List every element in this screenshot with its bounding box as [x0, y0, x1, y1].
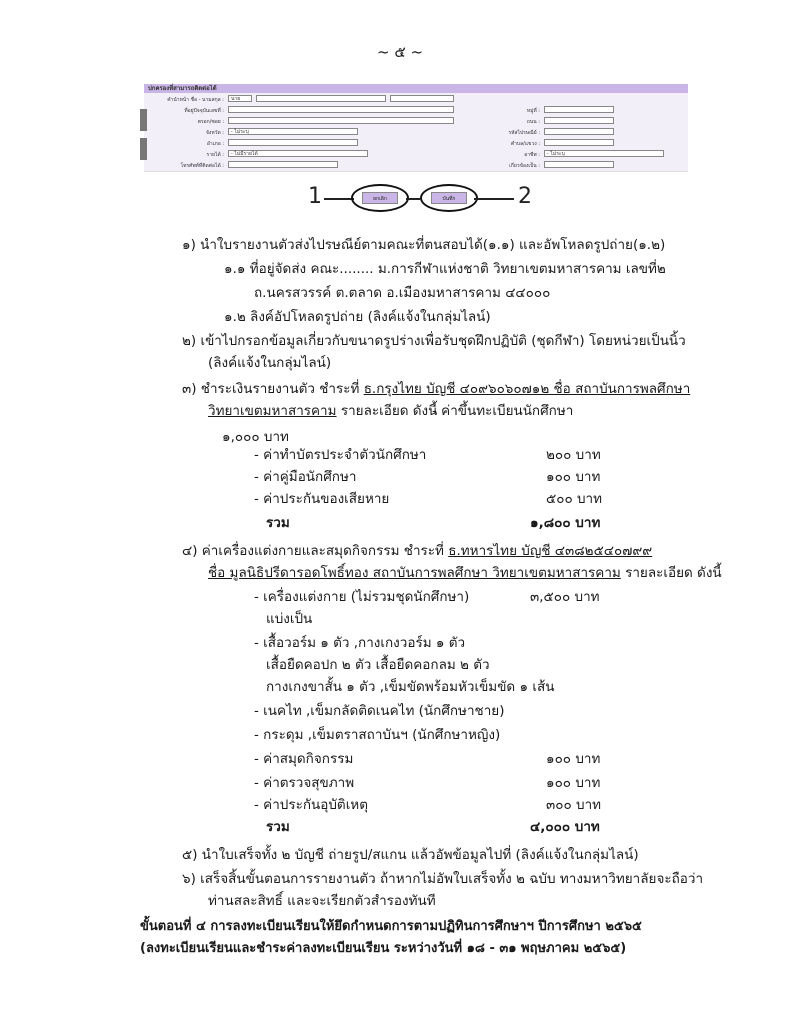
- last-name-input[interactable]: [390, 95, 454, 102]
- total-label: รวม: [266, 819, 290, 835]
- form-label: ตำบล/แขวง :: [510, 141, 540, 147]
- cancel-button[interactable]: ยกเลิก: [362, 192, 398, 204]
- item-4: [182, 542, 652, 560]
- item-6: ๖) เสร็จสิ้นขั้นตอนการรายงานตัว ถ้าหากไม่อัพใบเสร็จทั้ง ๒ ฉบับ ทางมหาวิทยาลัยจะถือว่า: [182, 871, 704, 887]
- form-label: คำนำหน้า ชื่อ - นามสกุล :: [167, 97, 224, 103]
- item-1: ๑) นำใบรายงานตัวส่งไปรษณีย์ตามคณะที่ตนสอบได้(๑.๑) และอัพโหลดรูปถ่าย(๑.๒): [182, 237, 666, 253]
- item-5: ๕) นำใบเสร็จทั้ง ๒ บัญชี ถ่ายรูป/สแกน แล้วอัพข้อมูลไปที่ (ลิงค์แจ้งในกลุ่มไลน์): [182, 847, 639, 863]
- fee-amount: ๓๐๐ บาท: [546, 797, 602, 813]
- item-1-1-cont: ถ.นครสวรรค์ ต.ตลาด อ.เมืองมหาสารคาม ๔๔๐๐๐: [254, 285, 551, 301]
- form-row: [144, 127, 688, 137]
- occupation-select[interactable]: - ไม่ระบุ: [544, 150, 664, 157]
- form-label: อำเภอ :: [206, 141, 224, 147]
- callout-line: [406, 198, 420, 200]
- item-1-2: ๑.๒ ลิงค์อัปโหลดรูปถ่าย (ลิงค์แจ้งในกลุ่มไลน์): [224, 309, 491, 325]
- fee-amount: ๑๐๐ บาท: [546, 751, 601, 767]
- item-6-cont: ท่านสละสิทธิ์ และจะเรียกตัวสำรองทันที: [208, 893, 436, 909]
- item-4-prefix: ๔) ค่าเครื่องแต่งกายและสมุดกิจกรรม ชำระที่: [182, 543, 449, 559]
- callout-line: [474, 198, 514, 200]
- total-label: รวม: [266, 515, 290, 531]
- item-4-cont: [208, 564, 722, 582]
- callout-line: [324, 198, 354, 200]
- form-row: [144, 116, 688, 126]
- reg-fee-amount: ๑,๐๐๐ บาท: [222, 429, 289, 445]
- moo-input[interactable]: [544, 106, 614, 113]
- uniform-item: เสื้อยืดคอปก ๒ ตัว เสื้อยืดคอกลม ๒ ตัว: [266, 657, 490, 673]
- marker-number: 2: [518, 184, 532, 209]
- page-number: ~ ๕ ~: [376, 43, 424, 61]
- marker-number: 1: [308, 184, 322, 209]
- fee-label: - ค่าสมุดกิจกรรม: [254, 751, 354, 767]
- province-select[interactable]: - ไม่ระบุ: [228, 128, 358, 135]
- postcode-input[interactable]: [544, 128, 614, 135]
- form-label: ตรอก/ซอย :: [197, 119, 224, 125]
- subdistrict-input[interactable]: [544, 139, 614, 146]
- item-3-prefix: ๓) ชำระเงินรายงานตัว ชำระที่: [182, 381, 364, 397]
- income-select[interactable]: - ไม่มีรายได้: [228, 150, 368, 157]
- registration-form-screenshot: [144, 84, 688, 216]
- fee-amount: ๑๐๐ บาท: [546, 469, 601, 485]
- item-3-bank-cont: วิทยาเขตมหาสารคาม: [208, 403, 337, 419]
- form-label: จังหวัด :: [206, 130, 224, 136]
- form-row: [144, 149, 688, 159]
- item-4-account-name: ชื่อ มูลนิธิปรีดารอดโพธิ์ทอง สถาบันการพลศึกษา วิทยาเขตมหาสารคาม: [208, 565, 621, 581]
- form-label: เกี่ยวข้องเป็น :: [509, 163, 540, 169]
- form-label: ถนน :: [526, 119, 540, 125]
- reg-fee-label: - ค่าขึ้นทะเบียนนักศึกษา: [432, 403, 574, 419]
- uniform-item: - เสื้อวอร์ม ๑ ตัว ,กางเกงวอร์ม ๑ ตัว: [254, 635, 466, 651]
- item-3: [182, 380, 690, 398]
- title-select[interactable]: นาย: [228, 95, 252, 102]
- fee-label: - ค่าคู่มือนักศึกษา: [254, 469, 357, 485]
- form-row: [144, 138, 688, 148]
- form-row: [144, 94, 688, 104]
- item-4-bank: ธ.ทหารไทย บัญชี ๔๓๘๒๕๔๐๗๙๙: [448, 543, 653, 559]
- fee-label: - ค่าประกันของเสียหาย: [254, 491, 390, 507]
- uniform-split: แบ่งเป็น: [266, 611, 313, 627]
- phone-input[interactable]: [228, 161, 338, 168]
- fee-label: - ค่าตรวจสุขภาพ: [254, 775, 355, 791]
- item-3-bank: ธ.กรุงไทย บัญชี ๔๐๙๖๐๖๐๗๑๒ ชื่อ สถาบันการพลศึกษา: [363, 381, 691, 397]
- save-button[interactable]: บันทึก: [431, 192, 467, 204]
- item-2: ๒) เข้าไปกรอกข้อมูลเกี่ยวกับขนาดรูปร่างเพื่อรับชุดฝึกปฏิบัติ (ชุดกีฬา) โดยหน่วยเป็นนิ้ว: [182, 333, 686, 349]
- form-label: รายได้ :: [206, 152, 224, 158]
- uniform-item: - กระดุม ,เข็มตราสถาบันฯ (นักศึกษาหญิง): [254, 727, 501, 743]
- fee-amount: ๑๐๐ บาท: [546, 775, 601, 791]
- item-3-detail: รายละเอียด ดังนี้: [336, 403, 438, 419]
- soi-input[interactable]: [228, 117, 454, 124]
- form-row: [144, 160, 688, 170]
- form-header: ปกครองที่สามารถติดต่อได้: [144, 84, 688, 93]
- item-4-detail: รายละเอียด ดังนี้: [620, 565, 722, 581]
- form-label: อาชีพ :: [524, 152, 540, 158]
- form-buttons: [144, 182, 688, 216]
- fee-amount: ๒๐๐ บาท: [546, 447, 601, 463]
- uniform-amount: ๓,๕๐๐ บาท: [530, 589, 600, 605]
- uniform-item: - เนคไท ,เข็มกลัดติดเนคไท (นักศึกษาชาย): [254, 703, 505, 719]
- district-input[interactable]: [228, 139, 358, 146]
- uniform-item: กางเกงขาสั้น ๑ ตัว ,เข็มขัดพร้อมหัวเข็มขัด ๑ เส้น: [266, 679, 555, 695]
- step-4-note: (ลงทะเบียนเรียนและชำระค่าลงทะเบียนเรียน ระหว่างวันที่ ๑๘ - ๓๑ พฤษภาคม ๒๕๖๕): [140, 941, 627, 956]
- step-4-heading: ขั้นตอนที่ ๔ การลงทะเบียนเรียนให้ยึดกำหนดการตามปฏิทินการศึกษาฯ ปีการศึกษา ๒๕๖๕: [140, 919, 642, 934]
- fee-amount: ๕๐๐ บาท: [546, 491, 603, 507]
- address-input[interactable]: [228, 106, 454, 113]
- first-name-input[interactable]: [256, 95, 386, 102]
- form-label: โทรศัพท์ที่ติดต่อได้ :: [180, 163, 224, 169]
- relation-input[interactable]: [544, 161, 614, 168]
- form-body: [144, 93, 688, 172]
- uniform-label: - เครื่องแต่งกาย (ไม่รวมชุดนักศึกษา): [254, 589, 470, 605]
- item-1-1: ๑.๑ ที่อยู่จัดส่ง คณะ........ ม.การกีฬาแห่งชาติ วิทยาเขตมหาสารคาม เลขที่๒: [224, 261, 666, 277]
- item-3-cont: [208, 402, 437, 420]
- road-input[interactable]: [544, 117, 614, 124]
- total-amount: ๑,๘๐๐ บาท: [530, 515, 601, 531]
- total-amount: ๔,๐๐๐ บาท: [530, 819, 600, 835]
- form-label: ที่อยู่ปัจจุบันเลขที่ :: [184, 108, 224, 114]
- item-2-cont: (ลิงค์แจ้งในกลุ่มไลน์): [208, 355, 332, 371]
- form-label: รหัสไปรษณีย์ :: [508, 130, 540, 136]
- form-label: หมู่ที่ :: [526, 108, 540, 114]
- fee-label: - ค่าทำบัตรประจำตัวนักศึกษา: [254, 447, 427, 463]
- form-row: [144, 105, 688, 115]
- fee-label: - ค่าประกันอุบัติเหตุ: [254, 797, 368, 813]
